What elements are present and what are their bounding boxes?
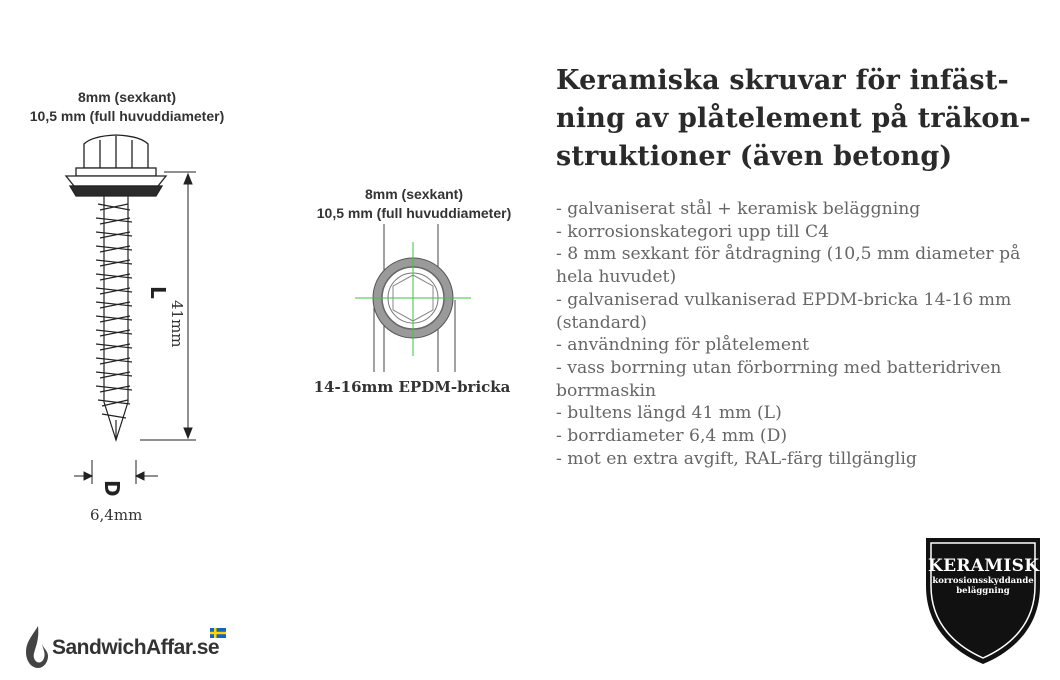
title-line: ning av plåtelement på träkon- (556, 103, 1031, 134)
length-letter: L (146, 286, 170, 299)
head-caption (14, 88, 240, 126)
badge-title: KERAMISK (928, 556, 1040, 576)
feature-item: - borrdiameter 6,4 mm (D) (556, 426, 788, 447)
feature-item: - vass borrning utan förborrning med batteridriven borrmaskin (556, 357, 1002, 401)
flame-icon (26, 626, 48, 668)
diameter-value: 6,4mm (90, 506, 143, 524)
feature-item: - mot en extra avgift, RAL-färg tillgänglig (556, 448, 917, 469)
feature-item: - användning för plåtelement (556, 335, 810, 356)
feature-list (556, 198, 1046, 470)
length-value: 41mm (168, 300, 186, 348)
top-view-caption-line2: 10,5 mm (full huvuddiameter) (316, 205, 512, 221)
title-line: struktioner (även betong) (556, 141, 953, 172)
feature-item: - bultens längd 41 mm (L) (556, 403, 782, 424)
screw-head-icon (66, 135, 166, 196)
feature-item: - 8 mm sexkant för åtdragning (10,5 mm diameter på hela huvudet) (556, 244, 1021, 288)
feature-item: - galvaniserad vulkaniserad EPDM-bricka 14-16 mm (standard) (556, 289, 1012, 333)
top-view-caption-line1: 8mm (sexkant) (364, 186, 464, 202)
top-view-caption (296, 185, 532, 223)
badge-subtitle-line1: korrosionsskyddande (932, 576, 1034, 586)
feature-item: - korrosionskategori upp till C4 (556, 221, 830, 242)
screw-drawing (0, 0, 560, 560)
title-line: Keramiska skruvar för infäst- (556, 65, 1009, 96)
diameter-letter: D (100, 480, 124, 497)
shield-badge-icon (922, 532, 1044, 668)
page-title (556, 62, 1031, 176)
screw-shank-icon (96, 196, 132, 440)
feature-item: - galvaniserat stål + keramisk beläggning (556, 199, 921, 219)
badge-subtitle (928, 576, 1038, 596)
head-caption-line1: 8mm (sexkant) (77, 89, 177, 105)
washer-label: 14-16mm EPDM-bricka (313, 378, 511, 396)
badge-subtitle-line2: beläggning (956, 586, 1010, 596)
head-caption-line2: 10,5 mm (full huvuddiameter) (29, 108, 225, 124)
top-view-drawing (355, 224, 471, 372)
logo-text: SandwichAffar.se (52, 636, 220, 659)
